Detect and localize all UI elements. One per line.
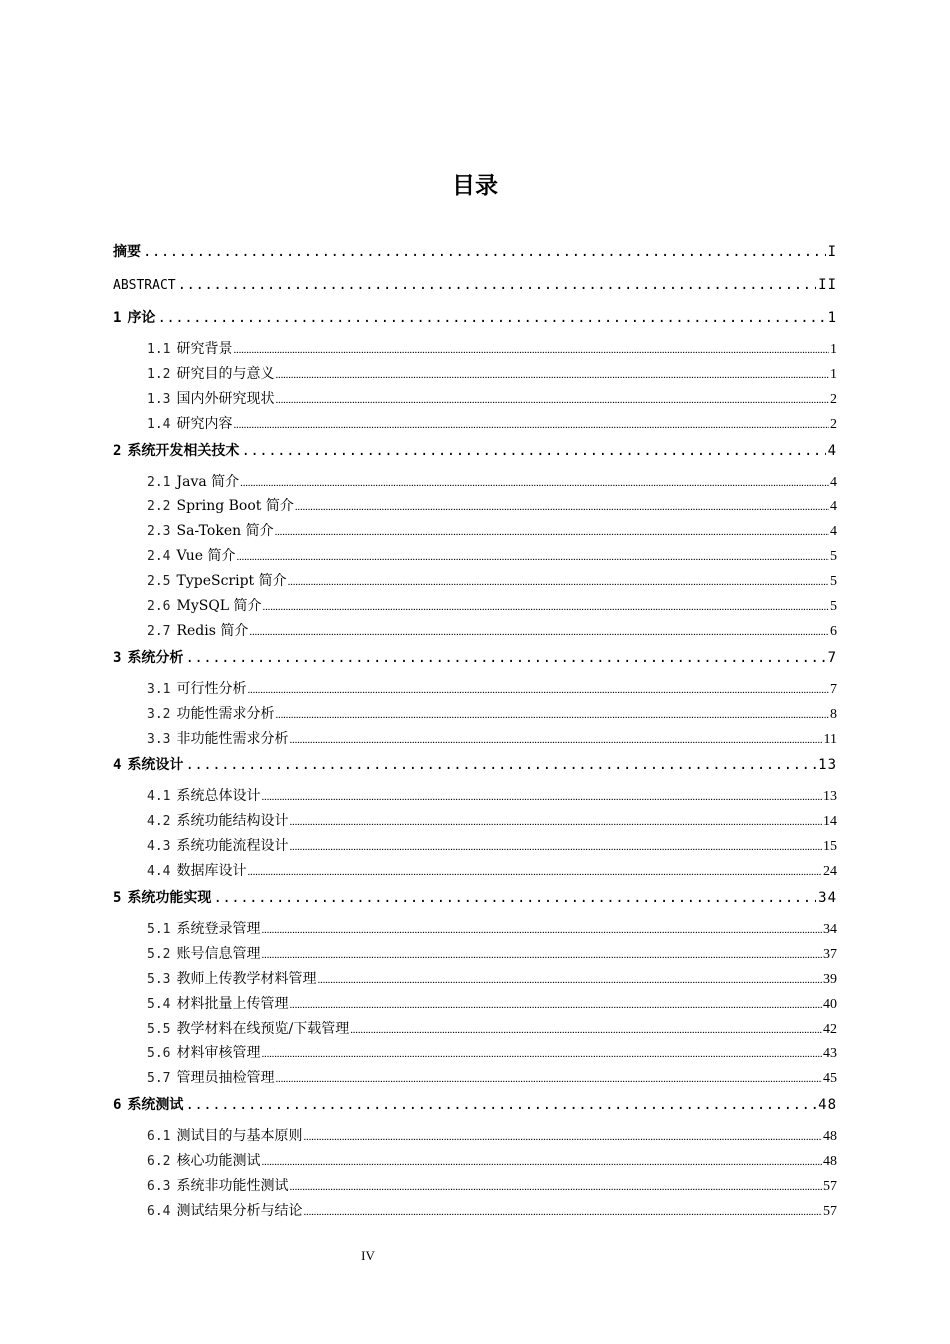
toc-section-entry: [113, 1124, 837, 1149]
toc-page-number: 57: [823, 1179, 837, 1195]
toc-entry-label: 摘要: [113, 244, 141, 260]
toc-entry-label: 管理员抽检管理: [176, 1070, 275, 1087]
toc-section-entry: [113, 337, 837, 362]
toc-dot-leader: [178, 271, 817, 299]
toc-entry-number: 2.7: [147, 623, 171, 639]
toc-section-entry: [113, 569, 837, 594]
toc-entry-number: 1.2: [147, 366, 171, 382]
toc-entry-number: 6.2: [147, 1154, 171, 1170]
toc-dot-leader: [275, 703, 829, 727]
toc-entry-number: 4.3: [147, 839, 171, 855]
toc-entry-label: 账号信息管理: [176, 945, 261, 962]
toc-section-entry: [113, 387, 837, 412]
toc-dot-leader: [317, 968, 822, 992]
toc-page-number: 1: [827, 310, 837, 326]
toc-dot-leader: [247, 678, 829, 702]
toc-entry-label: 材料批量上传管理: [176, 995, 289, 1012]
toc-entry-number: 6.4: [147, 1203, 171, 1219]
toc-entry-label: Spring Boot 简介: [176, 498, 294, 515]
toc-page-number: 15: [823, 839, 837, 855]
toc-page-number: 43: [823, 1046, 837, 1062]
toc-dot-leader: [236, 545, 829, 569]
toc-chapter-entry: [113, 1091, 837, 1124]
toc-entry-label: 数据库设计: [176, 863, 247, 880]
toc-entry-label: 系统登录管理: [176, 921, 261, 938]
toc-section-entry: [113, 702, 837, 727]
toc-page-number: 5: [830, 549, 837, 565]
toc-entry-label: 可行性分析: [176, 680, 247, 697]
toc-page-number: 11: [823, 731, 837, 747]
toc-entry-number: 3.2: [147, 706, 171, 722]
toc-entry-label: ABSTRACT: [113, 278, 176, 293]
toc-section-entry: [113, 1174, 837, 1199]
toc-section-entry: [113, 967, 837, 992]
toc-entry-number: 2: [113, 442, 122, 459]
toc-section-entry: [113, 519, 837, 544]
table-of-contents: [113, 238, 837, 1224]
toc-dot-leader: [233, 413, 829, 437]
toc-dot-leader: [350, 1018, 822, 1042]
toc-section-entry: [113, 727, 837, 752]
toc-dot-leader: [289, 728, 822, 752]
toc-page-number: 14: [823, 814, 837, 830]
toc-dot-leader: [288, 570, 829, 594]
toc-entry-number: 1.1: [147, 342, 171, 357]
toc-page-number: 6: [830, 623, 837, 639]
toc-dot-leader: [143, 238, 826, 266]
toc-entry-number: 5.2: [147, 946, 171, 962]
toc-entry-label: MySQL 简介: [176, 598, 262, 615]
toc-section-entry: [113, 992, 837, 1017]
toc-page-number: 48: [823, 1129, 837, 1145]
toc-chapter-entry: [113, 304, 837, 337]
toc-page-number: 37: [823, 946, 837, 962]
toc-page-number: 8: [830, 706, 837, 722]
toc-entry-number: 2.4: [147, 549, 171, 565]
toc-page-number: 5: [830, 574, 837, 590]
toc-page-number: 2: [830, 391, 837, 407]
toc-entry-label: Java 简介: [176, 473, 240, 490]
toc-entry-number: 4: [113, 757, 122, 774]
toc-page-number: I: [827, 244, 837, 260]
toc-dot-leader: [185, 1091, 816, 1119]
toc-entry-number: 5: [113, 890, 122, 907]
toc-section-entry: [113, 1017, 837, 1042]
toc-section-entry: [113, 412, 837, 437]
toc-page-number: 42: [823, 1021, 837, 1037]
toc-page-number: 13: [823, 789, 837, 805]
toc-dot-leader: [289, 835, 822, 859]
toc-chapter-entry: [113, 751, 837, 784]
toc-entry-label: 系统非功能性测试: [176, 1178, 289, 1195]
toc-page-number: 1: [830, 342, 837, 357]
toc-page-number: 4: [830, 499, 837, 515]
toc-dot-leader: [240, 471, 829, 495]
toc-section-entry: [113, 859, 837, 884]
toc-section-entry: [113, 677, 837, 702]
toc-section-entry: [113, 809, 837, 834]
toc-entry-label: 材料审核管理: [176, 1045, 261, 1062]
toc-dot-leader: [303, 1200, 822, 1224]
toc-section-entry: [113, 784, 837, 809]
toc-dot-leader: [185, 644, 825, 672]
toc-dot-leader: [157, 304, 825, 332]
toc-dot-leader: [275, 388, 829, 412]
toc-section-entry: [113, 594, 837, 619]
toc-page-number: 4: [830, 474, 837, 490]
toc-entry-number: 4.4: [147, 864, 171, 880]
toc-entry-number: 5.3: [147, 971, 171, 987]
toc-chapter-entry: [113, 271, 837, 304]
toc-dot-leader: [247, 860, 822, 884]
toc-dot-leader: [303, 1125, 822, 1149]
toc-dot-leader: [275, 363, 829, 387]
toc-page-number: 24: [823, 864, 837, 880]
toc-entry-label: 非功能性需求分析: [176, 730, 289, 747]
toc-entry-number: 5.5: [147, 1021, 171, 1037]
toc-entry-label: 系统总体设计: [176, 788, 261, 805]
toc-section-entry: [113, 917, 837, 942]
toc-page-number: 48: [823, 1154, 837, 1170]
toc-entry-label: 功能性需求分析: [176, 705, 275, 722]
toc-entry-number: 1.3: [147, 391, 171, 407]
toc-entry-number: 3: [113, 649, 122, 666]
toc-page-number: 5: [830, 599, 837, 615]
toc-entry-number: 2.1: [147, 474, 171, 490]
toc-entry-label: 测试目的与基本原则: [176, 1128, 303, 1145]
toc-page-number: 7: [827, 649, 837, 666]
toc-entry-label: 系统功能实现: [127, 890, 212, 907]
toc-section-entry: [113, 544, 837, 569]
toc-page-number: 57: [823, 1203, 837, 1219]
toc-section-entry: [113, 470, 837, 495]
toc-section-entry: [113, 1041, 837, 1066]
toc-dot-leader: [261, 918, 822, 942]
toc-entry-number: 6.3: [147, 1179, 171, 1195]
toc-entry-label: 国内外研究现状: [176, 390, 275, 407]
toc-dot-leader: [275, 520, 829, 544]
toc-entry-number: 5.4: [147, 996, 171, 1012]
toc-page-number: 48: [818, 1097, 837, 1114]
toc-entry-label: Sa-Token 简介: [176, 523, 274, 540]
toc-entry-label: 测试结果分析与结论: [176, 1202, 303, 1219]
toc-entry-number: 5.1: [147, 922, 171, 938]
toc-dot-leader: [261, 1042, 822, 1066]
toc-entry-label: 系统分析: [127, 649, 184, 666]
toc-entry-label: 研究内容: [176, 415, 233, 432]
toc-dot-leader: [233, 338, 829, 362]
toc-dot-leader: [185, 751, 816, 779]
toc-entry-number: 4.2: [147, 814, 171, 830]
toc-entry-label: TypeScript 简介: [176, 573, 287, 590]
toc-page-number: 1: [830, 366, 837, 382]
toc-entry-label: 研究背景: [176, 341, 233, 357]
toc-section-entry: [113, 942, 837, 967]
page-number: IV: [361, 1248, 375, 1263]
toc-page-number: 34: [823, 922, 837, 938]
toc-entry-number: 2.6: [147, 599, 171, 615]
toc-entry-label: 系统功能结构设计: [176, 813, 289, 830]
toc-entry-number: 2.3: [147, 524, 171, 540]
toc-entry-number: 2.2: [147, 499, 171, 515]
toc-entry-label: 研究目的与意义: [176, 365, 275, 382]
toc-dot-leader: [275, 1067, 822, 1091]
toc-page-number: 40: [823, 996, 837, 1012]
toc-section-entry: [113, 362, 837, 387]
toc-page-number: 13: [818, 757, 837, 774]
toc-section-entry: [113, 1199, 837, 1224]
toc-entry-label: 系统设计: [127, 757, 184, 774]
toc-dot-leader: [261, 785, 822, 809]
toc-dot-leader: [241, 437, 825, 465]
toc-page-number: 4: [827, 442, 837, 459]
toc-entry-number: 5.6: [147, 1046, 171, 1062]
toc-entry-number: 6: [113, 1097, 122, 1114]
toc-chapter-entry: [113, 884, 837, 917]
toc-section-entry: [113, 834, 837, 859]
toc-dot-leader: [289, 1175, 822, 1199]
toc-page-number: 4: [830, 524, 837, 540]
toc-entry-label: Vue 简介: [176, 548, 236, 565]
toc-entry-label: Redis 简介: [176, 622, 249, 639]
toc-entry-number: 6.1: [147, 1129, 171, 1145]
toc-page-number: 7: [830, 681, 837, 697]
toc-entry-label: 系统测试: [127, 1097, 184, 1114]
toc-section-entry: [113, 619, 837, 644]
toc-entry-number: 5.7: [147, 1071, 171, 1087]
toc-dot-leader: [289, 993, 822, 1017]
toc-section-entry: [113, 1149, 837, 1174]
toc-page-number: 2: [830, 416, 837, 432]
toc-section-entry: [113, 1066, 837, 1091]
toc-entry-number: 4.1: [147, 789, 171, 805]
toc-dot-leader: [289, 810, 822, 834]
toc-entry-number: 1: [113, 310, 122, 326]
toc-dot-leader: [263, 595, 829, 619]
toc-chapter-entry: [113, 644, 837, 677]
toc-entry-number: 1.4: [147, 416, 171, 432]
toc-entry-number: 3.3: [147, 731, 171, 747]
toc-entry-number: 3.1: [147, 681, 171, 697]
toc-entry-label: 序论: [127, 310, 156, 326]
toc-entry-label: 教学材料在线预览/下载管理: [176, 1020, 350, 1037]
toc-entry-label: 系统功能流程设计: [176, 838, 289, 855]
toc-page-number: 34: [818, 890, 837, 907]
toc-entry-label: 核心功能测试: [176, 1153, 261, 1170]
toc-chapter-entry: [113, 238, 837, 271]
toc-entry-label: 系统开发相关技术: [127, 442, 240, 459]
toc-section-entry: [113, 494, 837, 519]
toc-page-number: II: [818, 277, 837, 293]
toc-dot-leader: [249, 620, 829, 644]
toc-dot-leader: [261, 943, 822, 967]
toc-page-number: 39: [823, 971, 837, 987]
toc-dot-leader: [295, 495, 829, 519]
toc-page-number: 45: [823, 1071, 837, 1087]
toc-entry-number: 2.5: [147, 574, 171, 590]
page-title: 目录: [452, 173, 498, 199]
toc-dot-leader: [261, 1150, 822, 1174]
toc-entry-label: 教师上传教学材料管理: [176, 970, 317, 987]
toc-chapter-entry: [113, 437, 837, 470]
toc-dot-leader: [213, 884, 816, 912]
